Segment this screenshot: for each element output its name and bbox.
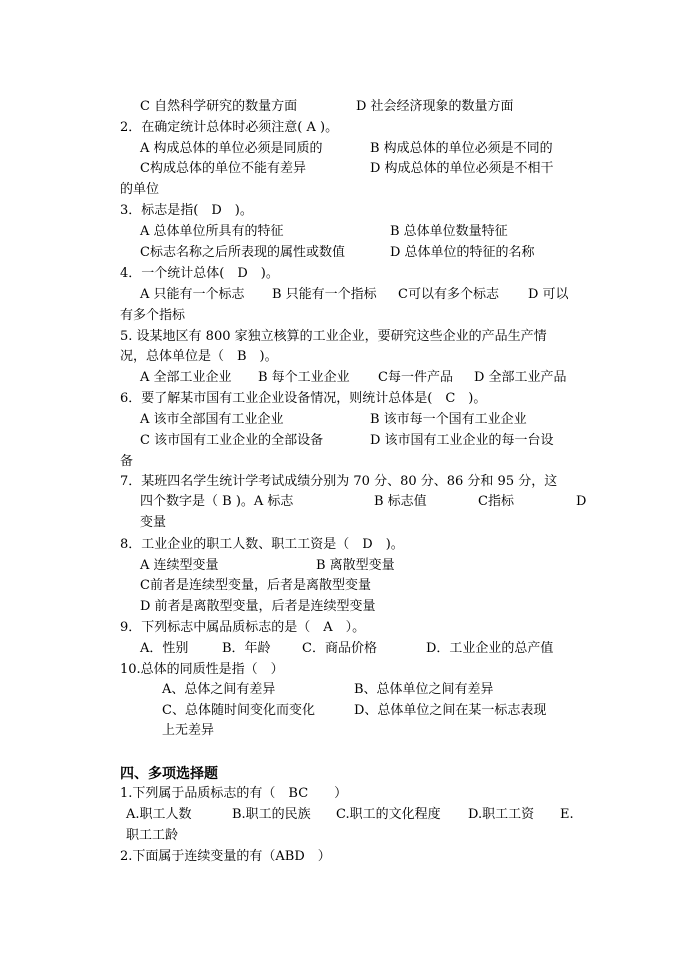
option-c: C指标 bbox=[478, 494, 514, 509]
option-d: D、总体单位之间在某一标志表现 bbox=[354, 703, 547, 718]
option-d: D 该市国有工业企业的每一台设 bbox=[370, 433, 554, 448]
option-a: A、总体之间有差异 bbox=[162, 682, 276, 697]
option-d-continued: 上无差异 bbox=[162, 723, 215, 738]
question-3: 3．标志是指( D )。 bbox=[120, 203, 253, 218]
section-heading: 四、多项选择题 bbox=[120, 766, 218, 782]
question-5-continued: 况，总体单位是（ B )。 bbox=[120, 349, 278, 364]
option-d-continued: 备 bbox=[120, 454, 134, 469]
question-5: 5. 设某地区有 800 家独立核算的工业企业，要研究这些企业的产品生产情 bbox=[120, 329, 547, 344]
option-a: A．性别 bbox=[140, 641, 189, 656]
option-b: B 标志值 bbox=[374, 494, 427, 509]
option-b: B 总体单位数量特征 bbox=[390, 224, 508, 239]
option-d: D.职工工资 bbox=[468, 807, 535, 822]
question-7-continued: 四个数字是（ B )。A 标志 bbox=[140, 494, 294, 509]
option-c: C 该市国有工业企业的全部设备 bbox=[140, 433, 324, 448]
multi-question-2: 2.下面属于连续变量的有（ABD ） bbox=[120, 849, 331, 864]
option-b: B 只能有一个指标 bbox=[272, 287, 377, 302]
option-d: D bbox=[576, 494, 587, 509]
option-a: A.职工人数 bbox=[126, 807, 192, 822]
option-b: B 该市每一个国有工业企业 bbox=[370, 412, 527, 427]
option-d: D 前者是离散型变量，后者是连续型变量 bbox=[140, 599, 376, 614]
option-b: B 每个工业企业 bbox=[258, 370, 350, 385]
option-a: A 全部工业企业 bbox=[140, 370, 232, 385]
option-d: D 社会经济现象的数量方面 bbox=[356, 99, 514, 114]
option-c: C可以有多个标志 bbox=[398, 287, 499, 302]
question-2: 2．在确定统计总体时必须注意( A )。 bbox=[120, 120, 339, 135]
option-d: D 构成总体的单位必须是不相干 bbox=[370, 161, 554, 176]
question-8: 8．工业企业的职工人数、职工工资是（ D )。 bbox=[120, 537, 404, 552]
option-b: B、总体单位之间有差异 bbox=[354, 682, 494, 697]
option-a: A 总体单位所具有的特征 bbox=[140, 224, 284, 239]
option-c: C、总体随时间变化而变化 bbox=[162, 703, 315, 718]
option-d-continued: 变量 bbox=[140, 515, 167, 530]
question-7: 7．某班四名学生统计学考试成绩分别为 70 分、80 分、86 分和 95 分，这 bbox=[120, 474, 558, 489]
option-a: A 只能有一个标志 bbox=[140, 287, 245, 302]
option-a: A 该市全部国有工业企业 bbox=[140, 412, 284, 427]
option-e: E. bbox=[560, 807, 574, 822]
option-b: B．年龄 bbox=[222, 641, 271, 656]
question-4: 4．一个统计总体( D )。 bbox=[120, 266, 279, 281]
question-9: 9．下列标志中属品质标志的是（ A ）。 bbox=[120, 620, 366, 635]
option-d-continued: 的单位 bbox=[120, 182, 160, 197]
option-c: C．商品价格 bbox=[302, 641, 377, 656]
option-c: C前者是连续型变量，后者是离散型变量 bbox=[140, 578, 371, 593]
option-d: D．工业企业的总产值 bbox=[426, 641, 554, 656]
question-6: 6．要了解某市国有工业企业设备情况，则统计总体是( C )。 bbox=[120, 391, 487, 406]
option-c: C标志名称之后所表现的属性或数值 bbox=[140, 245, 345, 260]
multi-question-1: 1.下列属于品质标志的有（ BC ） bbox=[120, 786, 348, 801]
option-c: C构成总体的单位不能有差异 bbox=[140, 161, 306, 176]
option-b: B 构成总体的单位必须是不同的 bbox=[370, 141, 553, 156]
option-d: D 总体单位的特征的名称 bbox=[390, 245, 535, 260]
option-d-continued: 有多个指标 bbox=[120, 308, 186, 323]
option-a: A 连续型变量 bbox=[140, 558, 219, 573]
option-e-continued: 职工工龄 bbox=[126, 828, 179, 843]
option-d: D 全部工业产品 bbox=[474, 370, 567, 385]
option-a: A 构成总体的单位必须是同质的 bbox=[140, 141, 323, 156]
option-c: C.职工的文化程度 bbox=[336, 807, 441, 822]
option-b: B 离散型变量 bbox=[316, 558, 395, 573]
option-c: C每一件产品 bbox=[378, 370, 453, 385]
option-b: B.职工的民族 bbox=[232, 807, 311, 822]
option-d: D 可以 bbox=[528, 287, 569, 302]
option-c: C 自然科学研究的数量方面 bbox=[140, 99, 298, 114]
question-10: 10.总体的同质性是指（ ） bbox=[120, 662, 284, 677]
